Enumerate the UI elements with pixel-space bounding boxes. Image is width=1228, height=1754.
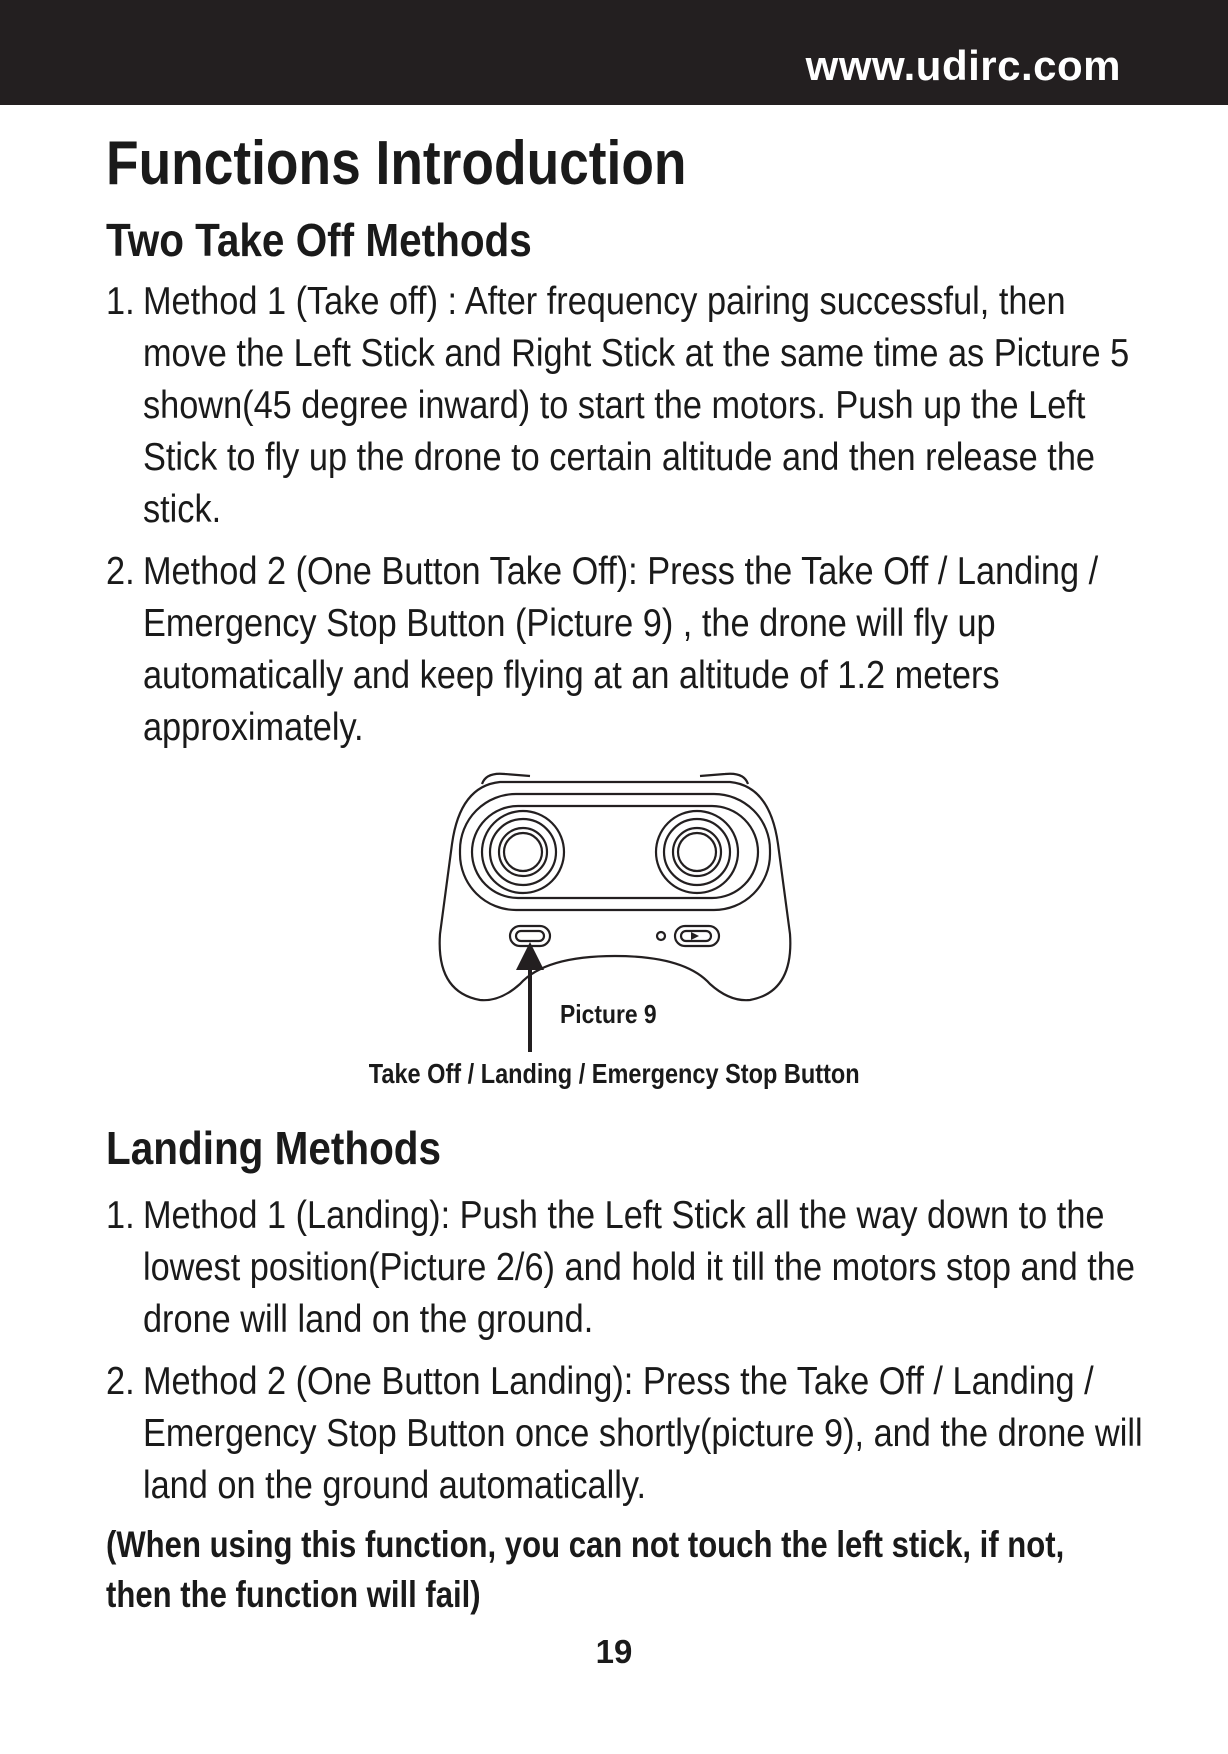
website-url: www.udirc.com — [805, 42, 1121, 89]
page-title: Functions Introduction — [106, 129, 687, 198]
top-panel-outline — [460, 794, 770, 910]
figure-label: Picture 9 — [560, 999, 657, 1029]
landing-steps-list — [106, 1190, 1146, 1522]
step-text: Method 2 (One Button Landing): Press the Take Off / Landing / Emergency Stop Button once shortly(picture 9), and the drone will land on the ground automatically. — [142, 1360, 1143, 1507]
step-number: 2. — [106, 1360, 135, 1403]
list-item — [106, 546, 1151, 754]
step-number: 2. — [106, 550, 135, 593]
step-number: 1. — [106, 1194, 135, 1237]
landing-warning-note: (When using this function, you can not touch the left stick, if not, then the function will fail) — [106, 1524, 1065, 1615]
step-text: Method 1 (Landing): Push the Left Stick all the way down to the lowest position(Picture 2/6) and hold it till the motors stop and the drone will land on the ground. — [142, 1194, 1135, 1341]
step-text: Method 2 (One Button Take Off): Press the Take Off / Landing / Emergency Stop Button (Picture 9) , the drone will fly up automatically and keep flying at an altitude of 1.2 meters approximately. — [142, 550, 1099, 749]
list-item — [106, 1356, 1151, 1512]
step-number: 1. — [106, 280, 135, 323]
landing-section-title: Landing Methods — [106, 1122, 442, 1174]
figure-caption — [0, 1057, 1228, 1091]
right-stick-ring-icon — [656, 811, 738, 893]
header-bar — [0, 0, 1228, 105]
play-icon — [691, 932, 699, 940]
indicator-light-icon — [657, 932, 665, 940]
left-stick-ring-icon — [482, 811, 564, 893]
button-caption-text: Take Off / Landing / Emergency Stop Button — [368, 1058, 860, 1089]
page-number: 19 — [595, 1633, 633, 1670]
list-item — [106, 276, 1151, 536]
takeoff-steps-list — [106, 276, 1146, 764]
takeoff-section-title: Two Take Off Methods — [106, 214, 532, 266]
step-text: Method 1 (Take off) : After frequency pairing successful, then move the Left Stick and Right Stick at the same time as Picture 5 shown(45 degree inward) to start the motors. Push up the Left Stick to fly up the drone to certain altitude and then release the stick. — [142, 280, 1130, 531]
list-item — [106, 1190, 1151, 1346]
